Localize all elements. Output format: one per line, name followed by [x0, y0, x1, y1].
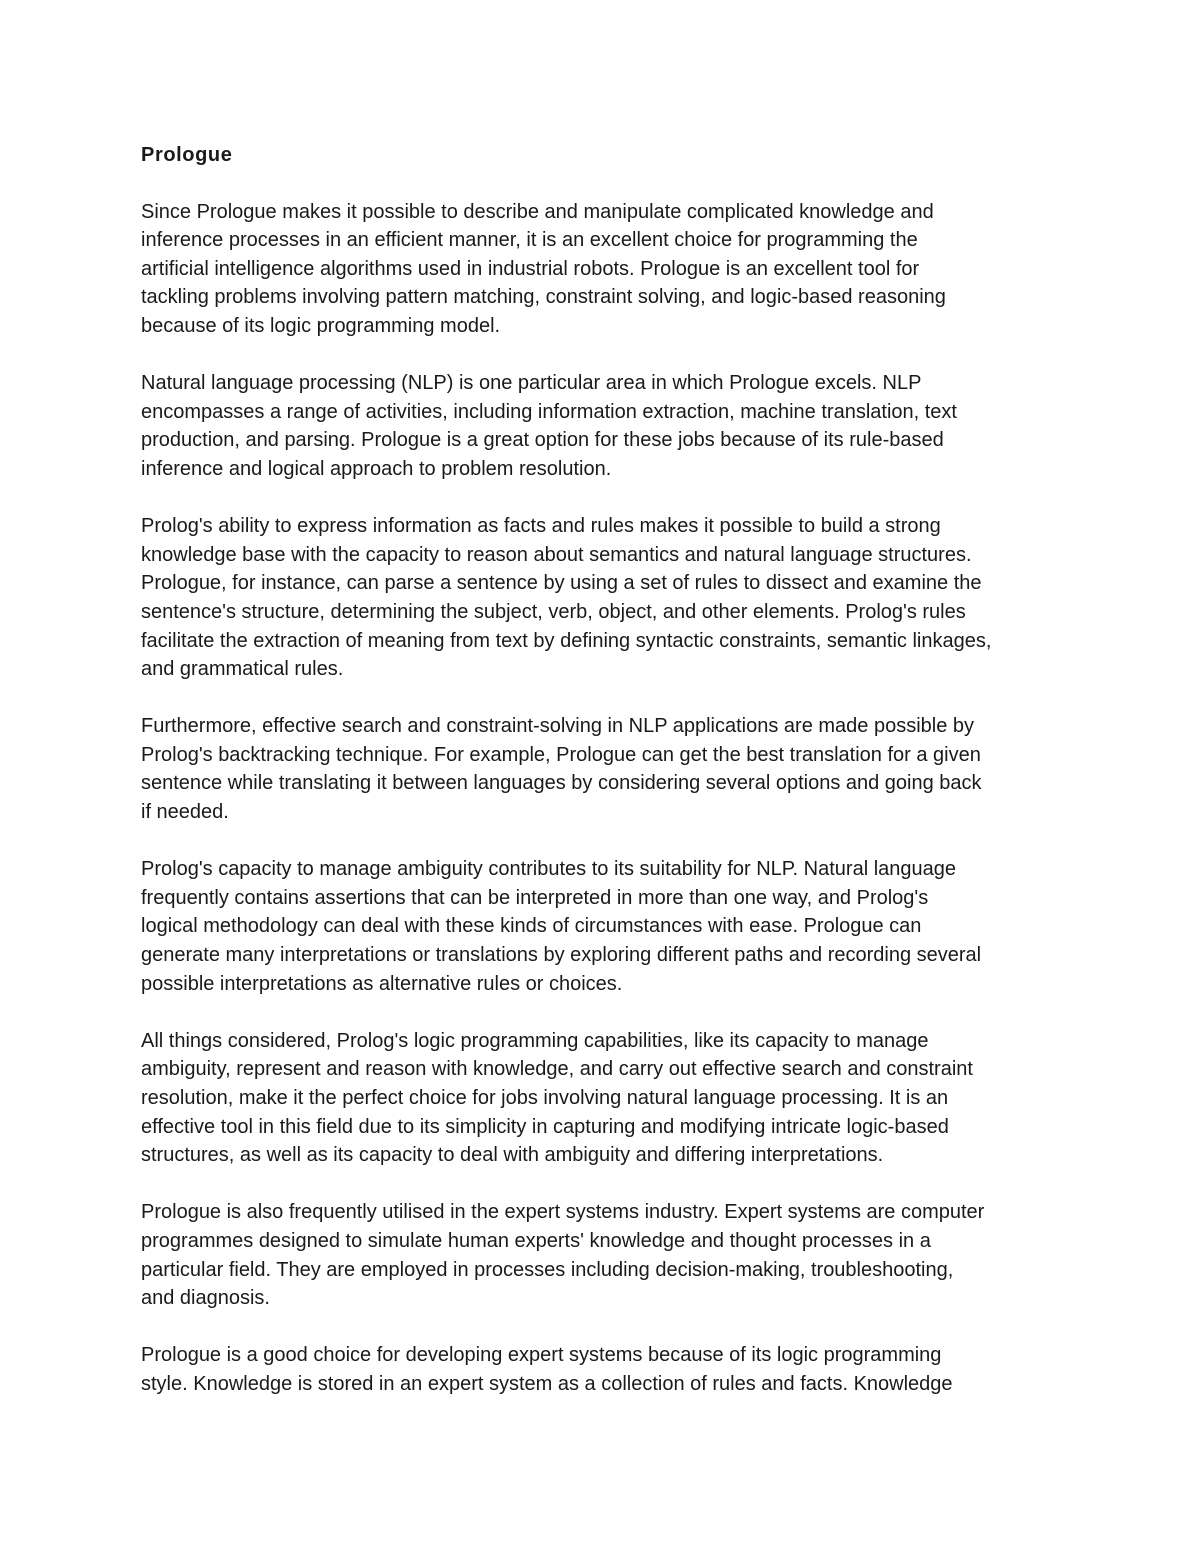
paragraph-list: [141, 198, 1066, 1399]
text-line: particular field. They are employed in processes including decision-making, troubleshooting,: [141, 1258, 954, 1281]
paragraph: [141, 1341, 1066, 1398]
text-line: Prolog's ability to express information as facts and rules makes it possible to build a strong: [141, 515, 941, 538]
paragraph: [141, 198, 1066, 341]
text-line: Natural language processing (NLP) is one particular area in which Prologue excels. NLP: [141, 372, 922, 395]
paragraph: [141, 712, 1066, 826]
text-line: Prolog's capacity to manage ambiguity contributes to its suitability for NLP. Natural language: [141, 858, 956, 881]
text-line: encompasses a range of activities, including information extraction, machine translation, text: [141, 400, 957, 423]
text-line: frequently contains assertions that can be interpreted in more than one way, and Prolog's: [141, 886, 929, 909]
paragraph: [141, 512, 1066, 684]
text-line: effective tool in this field due to its simplicity in capturing and modifying intricate logic-based: [141, 1115, 949, 1138]
paragraph: [141, 1198, 1066, 1312]
text-line: and diagnosis.: [141, 1287, 270, 1310]
text-line: production, and parsing. Prologue is a great option for these jobs because of its rule-based: [141, 429, 944, 452]
paragraph: [141, 1027, 1066, 1170]
text-line: style. Knowledge is stored in an expert system as a collection of rules and facts. Knowledge: [141, 1372, 953, 1395]
text-line: facilitate the extraction of meaning from text by defining syntactic constraints, semantic linkages,: [141, 629, 992, 652]
text-line: Furthermore, effective search and constraint-solving in NLP applications are made possible by: [141, 715, 975, 738]
text-line: ambiguity, represent and reason with knowledge, and carry out effective search and constraint: [141, 1058, 973, 1081]
text-line: sentence while translating it between languages by considering several options and going back: [141, 772, 982, 795]
text-line: because of its logic programming model.: [141, 314, 501, 337]
text-line: Prologue is also frequently utilised in the expert systems industry. Expert systems are computer: [141, 1201, 985, 1224]
text-line: Prologue is a good choice for developing expert systems because of its logic programming: [141, 1344, 942, 1367]
text-line: sentence's structure, determining the subject, verb, object, and other elements. Prolog's rules: [141, 600, 966, 623]
text-line: Prologue, for instance, can parse a sentence by using a set of rules to dissect and examine the: [141, 572, 982, 595]
text-line: Prolog's backtracking technique. For example, Prologue can get the best translation for a given: [141, 743, 981, 766]
text-line: possible interpretations as alternative rules or choices.: [141, 972, 623, 995]
text-line: inference and logical approach to problem resolution.: [141, 457, 612, 480]
text-line: structures, as well as its capacity to deal with ambiguity and differing interpretations.: [141, 1144, 884, 1167]
text-line: generate many interpretations or translations by exploring different paths and recording several: [141, 944, 982, 967]
text-line: inference processes in an efficient manner, it is an excellent choice for programming the: [141, 229, 918, 252]
text-line: resolution, make it the perfect choice for jobs involving natural language processing. It is an: [141, 1087, 949, 1109]
paragraph: [141, 855, 1066, 998]
paragraph: [141, 369, 1066, 483]
text-line: and grammatical rules.: [141, 658, 344, 681]
text-line: artificial intelligence algorithms used in industrial robots. Prologue is an excellent tool for: [141, 257, 920, 280]
text-line: knowledge base with the capacity to reason about semantics and natural language structures.: [141, 543, 972, 566]
text-line: Since Prologue makes it possible to describe and manipulate complicated knowledge and: [141, 200, 934, 223]
text-line: if needed.: [141, 801, 229, 824]
text-line: All things considered, Prolog's logic programming capabilities, like its capacity to manage: [141, 1029, 929, 1052]
document-title: Prologue: [141, 144, 233, 166]
document-body: [141, 141, 1066, 1427]
text-line: programmes designed to simulate human experts' knowledge and thought processes in a: [141, 1229, 931, 1252]
text-line: tackling problems involving pattern matching, constraint solving, and logic-based reasoning: [141, 286, 946, 309]
text-line: logical methodology can deal with these kinds of circumstances with ease. Prologue can: [141, 915, 922, 938]
